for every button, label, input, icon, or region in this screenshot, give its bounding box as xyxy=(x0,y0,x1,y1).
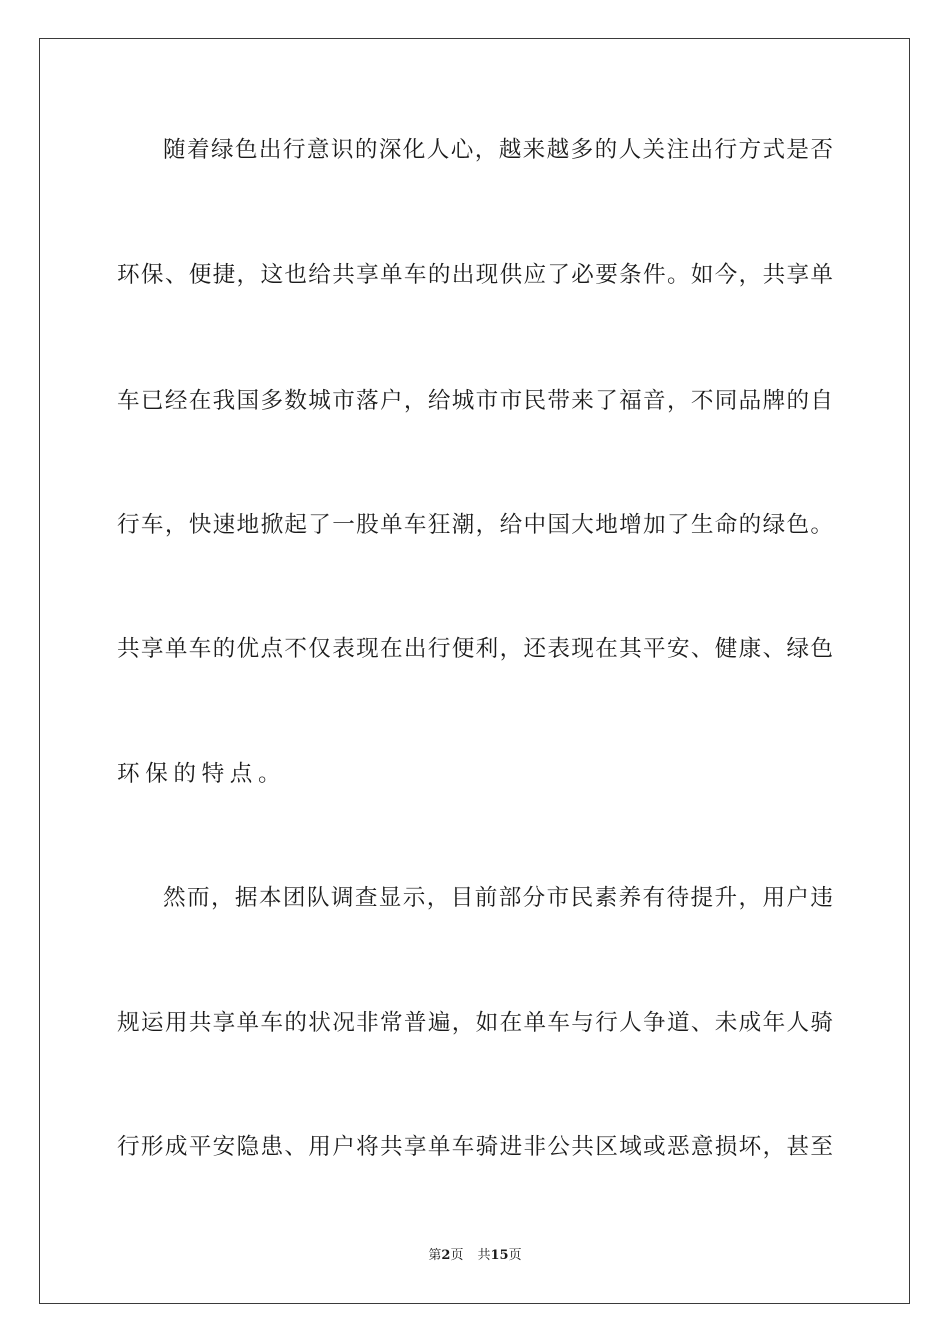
page-footer xyxy=(0,1246,950,1266)
current-page-number: 2 xyxy=(441,1248,451,1263)
paragraph-1-line-4: 行车，快速地掀起了一股单车狂潮，给中国大地增加了生命的绿色。 xyxy=(117,512,833,538)
paragraph-2-line-3: 行形成平安隐患、用户将共享单车骑进非公共区域或恶意损坏，甚至 xyxy=(117,1134,833,1160)
paragraph-1-line-2: 环保、便捷，这也给共享单车的出现供应了必要条件。如今，共享单 xyxy=(117,262,833,288)
paragraph-1-line-6: 环保的特点。 xyxy=(117,761,287,787)
total-label-suffix: 页 xyxy=(508,1248,522,1263)
page-label-prefix: 第 xyxy=(428,1248,442,1263)
page-label-suffix: 页 xyxy=(450,1248,464,1263)
total-page-count: 15 xyxy=(490,1248,509,1263)
paragraph-1-line-5: 共享单车的优点不仅表现在出行便利，还表现在其平安、健康、绿色 xyxy=(117,636,833,662)
paragraph-2-line-1: 然而，据本团队调查显示，目前部分市民素养有待提升，用户违 xyxy=(163,885,833,911)
paragraph-2-line-2: 规运用共享单车的状况非常普遍，如在单车与行人争道、未成年人骑 xyxy=(117,1010,833,1036)
page-border xyxy=(39,38,910,1304)
total-label-prefix: 共 xyxy=(477,1248,491,1263)
paragraph-1-line-1: 随着绿色出行意识的深化人心，越来越多的人关注出行方式是否 xyxy=(163,137,833,163)
paragraph-1-line-3: 车已经在我国多数城市落户，给城市市民带来了福音，不同品牌的自 xyxy=(117,388,833,414)
